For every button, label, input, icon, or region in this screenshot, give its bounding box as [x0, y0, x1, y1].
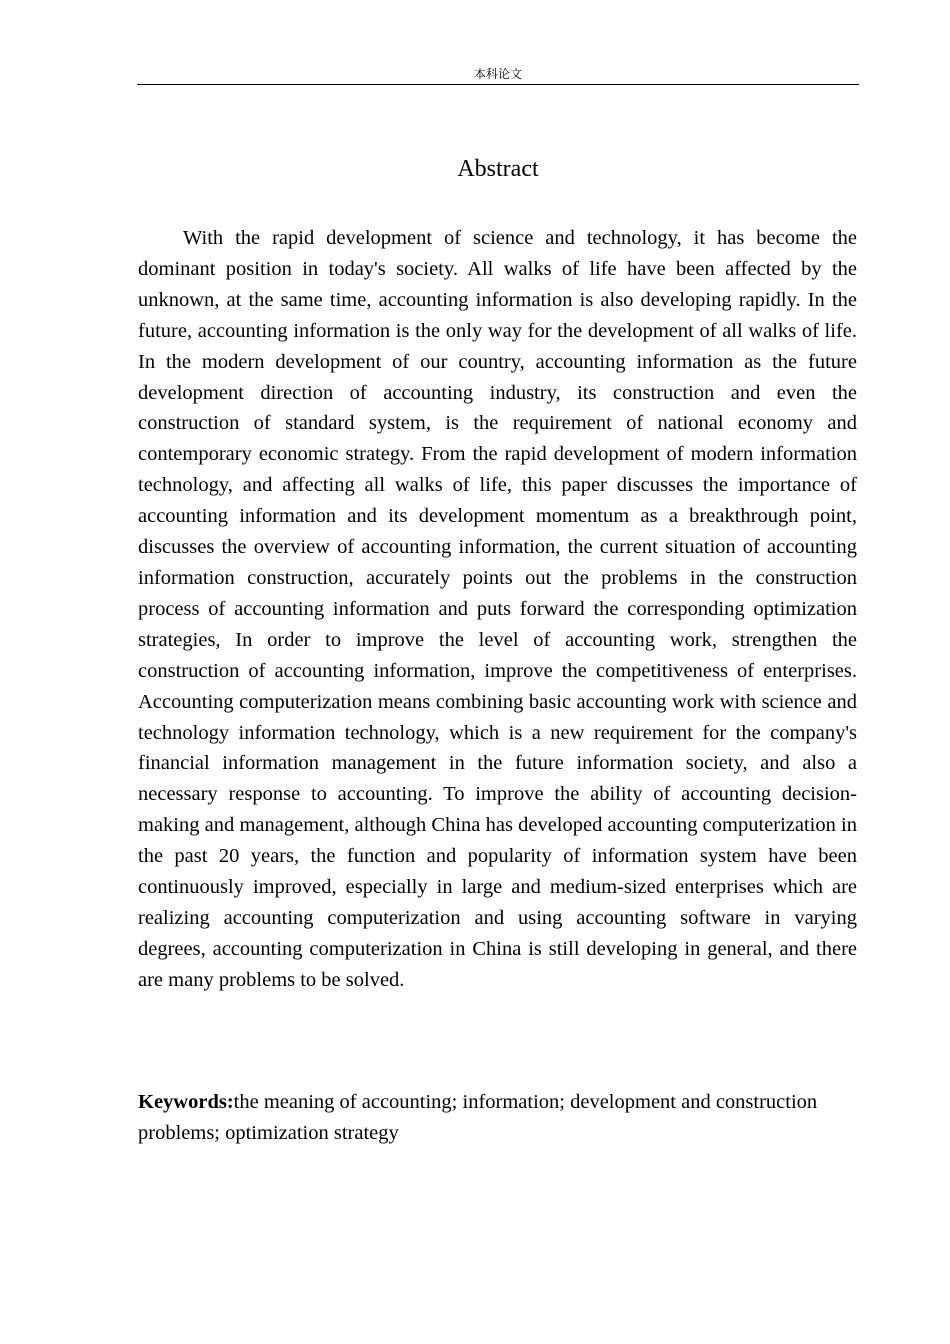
abstract-body: With the rapid development of science and technology, it has become the dominant position in today's society. All walks of life have been affected by the unknown, at the same time, accounting information is also developing rapidly. In the future, accounting information is the only way for the development of all walks of life. In the modern development of our country, accounting information as the future development direction of accounting industry, its construction and even the construction of standard system, is the requirement of national economy and contemporary economic strategy. From the rapid development of modern information technology, and affecting all walks of life, this paper discusses the importance of accounting information and its development momentum as a breakthrough point, discusses the overview of accounting information, the current situation of accounting information construction, accurately points out the problems in the construction process of accounting information and puts forward the corresponding optimization strategies, In order to improve the level of accounting work, strengthen the construction of accounting information, improve the competitiveness of enterprises. Accounting computerization means combining basic accounting work with science and technology information technology, which is a new requirement for the company's financial information management in the future information society, and also a necessary response to accounting. To improve the ability of accounting decision-making and management, although China has developed accounting computerization in the past 20 years, the function and popularity of information system have been continuously improved, especially in large and medium-sized enterprises which are realizing accounting computerization and using accounting software in varying degrees, accounting computerization in China is still developing in general, and there are many problems to be solved.: [138, 227, 857, 991]
keywords-text: the meaning of accounting; information; development and construction problems; optimization strategy: [138, 1091, 818, 1144]
keywords-paragraph: [138, 1087, 857, 1149]
page-header: [137, 64, 859, 85]
abstract-title: Abstract: [457, 156, 539, 182]
keywords-label: Keywords:: [138, 1091, 234, 1113]
running-title: 本科论文: [473, 67, 522, 81]
